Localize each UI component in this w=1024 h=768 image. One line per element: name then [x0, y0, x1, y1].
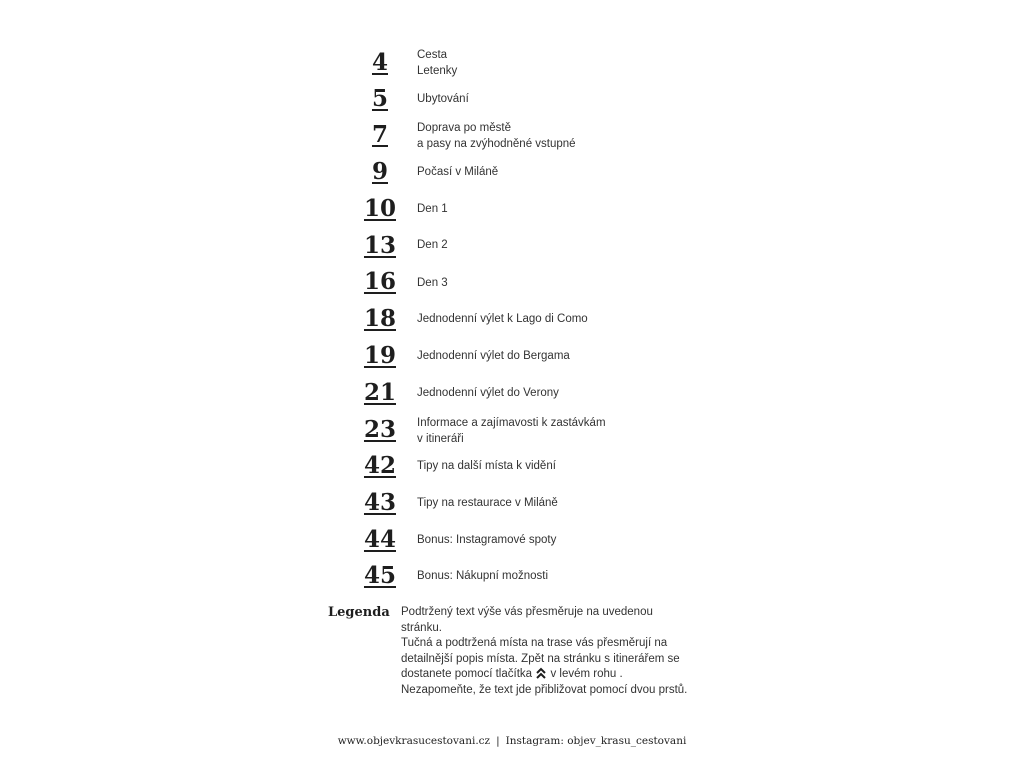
toc-label: Jednodenní výlet do Bergama: [417, 350, 570, 362]
toc-page-link[interactable]: 45: [363, 562, 396, 589]
toc-label: Den 2: [417, 239, 448, 251]
toc-label: Počasí v Miláně: [417, 166, 499, 178]
double-chevron-up-icon: [536, 667, 546, 679]
toc-label: Ubytování: [417, 93, 469, 105]
website-link[interactable]: www.objevkrasucestovani.cz: [337, 735, 491, 747]
instagram-link[interactable]: Instagram: objev_krasu_cestovani: [505, 735, 687, 747]
toc-page-link[interactable]: 9: [371, 158, 388, 185]
toc-page-link[interactable]: 44: [363, 526, 396, 553]
legend-title: Legenda: [328, 605, 390, 620]
toc-label: Bonus: Instagramové spoty: [417, 534, 557, 546]
toc-page-link[interactable]: 42: [363, 452, 396, 479]
legend-line-with-icon: dostanete pomocí tlačítka v levém rohu .: [401, 668, 623, 680]
toc-page-link[interactable]: 21: [363, 379, 396, 406]
toc-page-link[interactable]: 7: [371, 121, 388, 148]
toc-page-link[interactable]: 13: [363, 232, 396, 259]
toc-label: Cesta Letenky: [417, 49, 458, 77]
footer-separator: |: [496, 735, 500, 747]
toc-label: Den 3: [417, 277, 448, 289]
toc-label: Bonus: Nákupní možnosti: [417, 570, 549, 582]
toc-label: Den 1: [417, 203, 448, 215]
legend-text: Podtržený text výše vás přesměruje na uvedenou stránku. Tučná a podtržená místa na trase vás přesměrují na detailnější popis místa. Zpět na stránku s itinerářem se dostanete pomocí tlačítka v levém rohu . Nezapomeňte, že text jde přibližovat pomocí dvou prstů.: [401, 605, 731, 698]
toc-label: Jednodenní výlet do Verony: [417, 387, 559, 399]
toc-label: Jednodenní výlet k Lago di Como: [417, 313, 588, 325]
toc-page-link[interactable]: 43: [363, 489, 396, 516]
toc-label: Doprava po městě a pasy na zvýhodněné vstupné: [417, 122, 576, 150]
toc-page-link[interactable]: 10: [363, 195, 396, 222]
toc-page-link[interactable]: 23: [363, 416, 396, 443]
toc-page-link[interactable]: 18: [363, 305, 396, 332]
footer: [0, 735, 1024, 747]
toc-label: Informace a zajímavosti k zastávkám v itineráři: [417, 417, 606, 445]
toc-page-link[interactable]: 16: [363, 268, 396, 295]
toc-label: Tipy na restaurace v Miláně: [417, 497, 558, 509]
toc-label: Tipy na další místa k vidění: [417, 460, 556, 472]
toc-page-link[interactable]: 19: [363, 342, 396, 369]
toc-page-link[interactable]: 4: [371, 49, 388, 76]
toc-page-link[interactable]: 5: [371, 85, 388, 112]
